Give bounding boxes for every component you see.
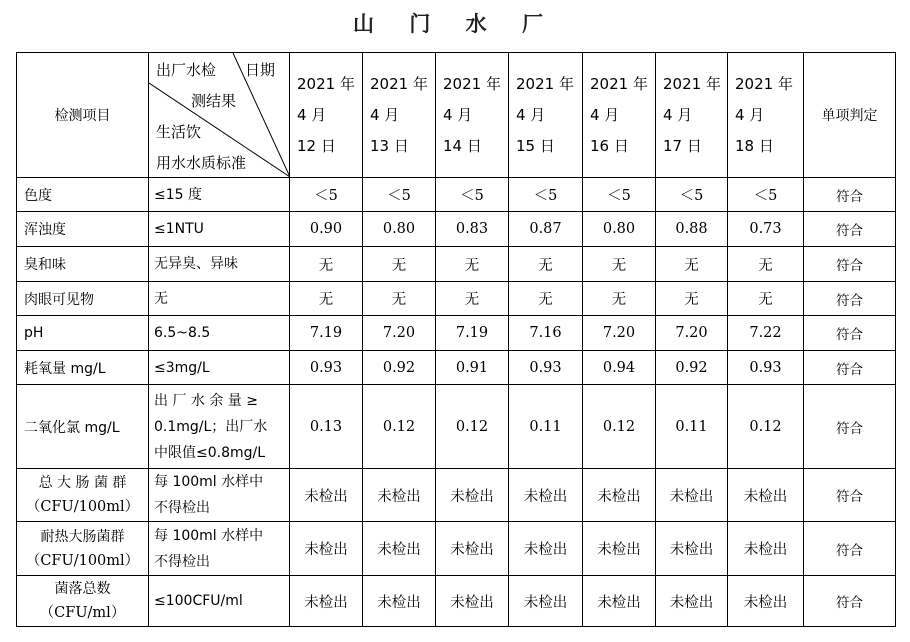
value-cell: 7.19 bbox=[290, 316, 363, 351]
value-cell: 未检出 bbox=[363, 469, 436, 522]
value-cell: 7.20 bbox=[656, 316, 728, 351]
diag-bottom-1: 生活饮 bbox=[156, 123, 202, 141]
table-row bbox=[17, 351, 896, 385]
value-cell: 未检出 bbox=[583, 522, 656, 576]
item-cell: 耗氧量 mg/L bbox=[17, 351, 149, 385]
table-row bbox=[17, 316, 896, 351]
value-cell: 无 bbox=[728, 282, 804, 316]
value-cell: 0.12 bbox=[436, 385, 509, 469]
date-header: 2021 年 4 月 12 日 bbox=[290, 53, 363, 178]
value-cell: 未检出 bbox=[728, 522, 804, 576]
value-cell: 未检出 bbox=[583, 469, 656, 522]
value-cell: 未检出 bbox=[509, 522, 583, 576]
judgement-cell: 符合 bbox=[804, 316, 896, 351]
standard-cell: 无 bbox=[149, 282, 290, 316]
standard-cell: 每 100ml 水样中 不得检出 bbox=[149, 469, 290, 522]
value-cell: 0.93 bbox=[509, 351, 583, 385]
table-row bbox=[17, 212, 896, 247]
item-cell: 菌落总数 （CFU/ml） bbox=[17, 576, 149, 627]
item-cell: 二氧化氯 mg/L bbox=[17, 385, 149, 469]
value-cell: 未检出 bbox=[728, 576, 804, 627]
standard-cell: ≤100CFU/ml bbox=[149, 576, 290, 627]
table-row bbox=[17, 469, 896, 522]
value-cell: 7.20 bbox=[363, 316, 436, 351]
standard-cell: ≤15 度 bbox=[149, 178, 290, 212]
value-cell: 0.12 bbox=[363, 385, 436, 469]
value-cell: 无 bbox=[656, 282, 728, 316]
judgement-cell: 符合 bbox=[804, 178, 896, 212]
standard-cell: 6.5~8.5 bbox=[149, 316, 290, 351]
table-row bbox=[17, 178, 896, 212]
standard-cell: ≤1NTU bbox=[149, 212, 290, 247]
value-cell: ＜5 bbox=[509, 178, 583, 212]
value-cell: 7.16 bbox=[509, 316, 583, 351]
value-cell: 未检出 bbox=[436, 576, 509, 627]
item-cell: 臭和味 bbox=[17, 247, 149, 282]
date-header: 2021 年 4 月 18 日 bbox=[728, 53, 804, 178]
value-cell: 0.92 bbox=[656, 351, 728, 385]
value-cell: 未检出 bbox=[656, 522, 728, 576]
value-cell: ＜5 bbox=[363, 178, 436, 212]
value-cell: 无 bbox=[509, 247, 583, 282]
value-cell: 无 bbox=[436, 247, 509, 282]
value-cell: 未检出 bbox=[290, 469, 363, 522]
standard-cell: 每 100ml 水样中 不得检出 bbox=[149, 522, 290, 576]
value-cell: 未检出 bbox=[509, 469, 583, 522]
item-cell: 浑浊度 bbox=[17, 212, 149, 247]
value-cell: ＜5 bbox=[728, 178, 804, 212]
water-quality-table bbox=[16, 52, 896, 627]
diag-mid: 测结果 bbox=[191, 92, 237, 110]
value-cell: 无 bbox=[290, 247, 363, 282]
table-row bbox=[17, 282, 896, 316]
value-cell: ＜5 bbox=[656, 178, 728, 212]
value-cell: 0.11 bbox=[509, 385, 583, 469]
value-cell: 0.12 bbox=[583, 385, 656, 469]
standard-cell: 出 厂 水 余 量 ≥ 0.1mg/L；出厂水 中限值≤0.8mg/L bbox=[149, 385, 290, 469]
value-cell: 未检出 bbox=[290, 522, 363, 576]
value-cell: 0.87 bbox=[509, 212, 583, 247]
value-cell: ＜5 bbox=[436, 178, 509, 212]
judgement-cell: 符合 bbox=[804, 522, 896, 576]
date-header: 2021 年 4 月 13 日 bbox=[363, 53, 436, 178]
value-cell: 0.80 bbox=[363, 212, 436, 247]
value-cell: 无 bbox=[583, 282, 656, 316]
judgement-cell: 符合 bbox=[804, 576, 896, 627]
value-cell: 未检出 bbox=[436, 469, 509, 522]
judgement-cell: 符合 bbox=[804, 351, 896, 385]
standard-cell: 无异臭、异味 bbox=[149, 247, 290, 282]
diag-top-right: 日期 bbox=[245, 61, 276, 79]
table-row bbox=[17, 385, 896, 469]
value-cell: 0.13 bbox=[290, 385, 363, 469]
value-cell: 0.93 bbox=[728, 351, 804, 385]
value-cell: 0.88 bbox=[656, 212, 728, 247]
value-cell: 无 bbox=[363, 247, 436, 282]
standard-cell: ≤3mg/L bbox=[149, 351, 290, 385]
value-cell: 无 bbox=[363, 282, 436, 316]
header-row bbox=[17, 53, 896, 178]
value-cell: 未检出 bbox=[509, 576, 583, 627]
value-cell: 未检出 bbox=[436, 522, 509, 576]
value-cell: 无 bbox=[509, 282, 583, 316]
value-cell: 无 bbox=[728, 247, 804, 282]
value-cell: 未检出 bbox=[656, 576, 728, 627]
judgement-cell: 符合 bbox=[804, 385, 896, 469]
value-cell: 7.19 bbox=[436, 316, 509, 351]
judgement-cell: 符合 bbox=[804, 247, 896, 282]
diag-bottom-2: 用水水质标准 bbox=[156, 154, 247, 172]
value-cell: 0.90 bbox=[290, 212, 363, 247]
item-cell: 总 大 肠 菌 群 （CFU/100ml） bbox=[17, 469, 149, 522]
value-cell: 无 bbox=[290, 282, 363, 316]
item-cell: 肉眼可见物 bbox=[17, 282, 149, 316]
value-cell: ＜5 bbox=[290, 178, 363, 212]
value-cell: 未检出 bbox=[363, 522, 436, 576]
value-cell: 无 bbox=[436, 282, 509, 316]
date-header: 2021 年 4 月 17 日 bbox=[656, 53, 728, 178]
value-cell: 未检出 bbox=[728, 469, 804, 522]
date-header: 2021 年 4 月 14 日 bbox=[436, 53, 509, 178]
item-header: 检测项目 bbox=[17, 53, 149, 178]
judgement-cell: 符合 bbox=[804, 282, 896, 316]
judgement-header: 单项判定 bbox=[804, 53, 896, 178]
date-header: 2021 年 4 月 15 日 bbox=[509, 53, 583, 178]
item-cell: 耐热大肠菌群 （CFU/100ml） bbox=[17, 522, 149, 576]
diagonal-header-cell bbox=[149, 53, 290, 178]
value-cell: 未检出 bbox=[363, 576, 436, 627]
value-cell: ＜5 bbox=[583, 178, 656, 212]
value-cell: 0.94 bbox=[583, 351, 656, 385]
value-cell: 0.91 bbox=[436, 351, 509, 385]
value-cell: 无 bbox=[583, 247, 656, 282]
item-cell: 色度 bbox=[17, 178, 149, 212]
table-row bbox=[17, 522, 896, 576]
page-title: 山 门 水 厂 bbox=[353, 12, 557, 36]
value-cell: 0.80 bbox=[583, 212, 656, 247]
value-cell: 0.92 bbox=[363, 351, 436, 385]
judgement-cell: 符合 bbox=[804, 212, 896, 247]
table-row bbox=[17, 247, 896, 282]
value-cell: 7.20 bbox=[583, 316, 656, 351]
value-cell: 0.11 bbox=[656, 385, 728, 469]
diag-top-left: 出厂水检 bbox=[156, 61, 217, 79]
value-cell: 未检出 bbox=[656, 469, 728, 522]
value-cell: 0.83 bbox=[436, 212, 509, 247]
value-cell: 未检出 bbox=[290, 576, 363, 627]
value-cell: 0.93 bbox=[290, 351, 363, 385]
judgement-cell: 符合 bbox=[804, 469, 896, 522]
item-cell: pH bbox=[17, 316, 149, 351]
value-cell: 无 bbox=[656, 247, 728, 282]
value-cell: 0.73 bbox=[728, 212, 804, 247]
value-cell: 7.22 bbox=[728, 316, 804, 351]
value-cell: 0.12 bbox=[728, 385, 804, 469]
value-cell: 未检出 bbox=[583, 576, 656, 627]
table-row bbox=[17, 576, 896, 627]
date-header: 2021 年 4 月 16 日 bbox=[583, 53, 656, 178]
